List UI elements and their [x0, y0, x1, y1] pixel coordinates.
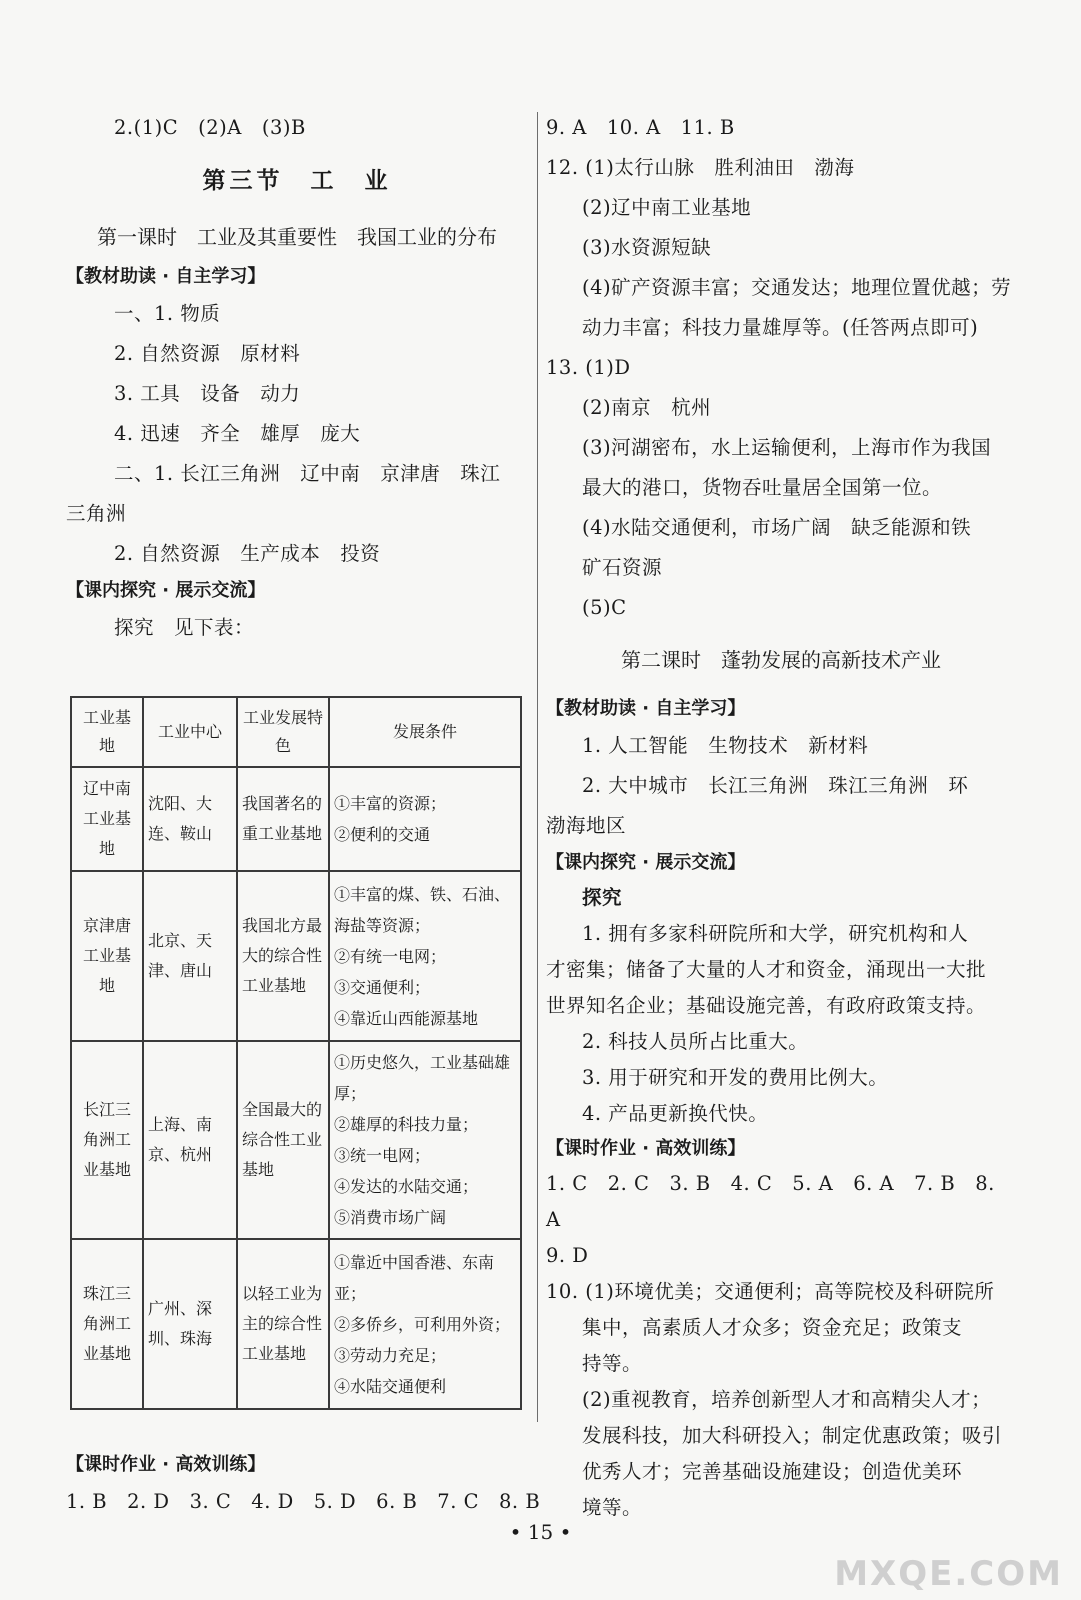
section-heading: 【课时作业 · 高效训练】	[546, 1138, 746, 1159]
table-cell: 北京、天津、唐山	[143, 871, 237, 1041]
condition-item: ⑤消费市场广阔	[334, 1208, 447, 1227]
answer-line: (2)辽中南工业基地	[582, 196, 752, 219]
homework-block	[66, 1448, 541, 1522]
lesson-title: 第一课时 工业及其重要性 我国工业的分布	[97, 225, 497, 249]
answer-line: 9. D	[546, 1244, 589, 1267]
explore-label: 探究 见下表：	[114, 616, 255, 639]
table-row	[71, 871, 521, 1041]
answer-line: 世界知名企业；基础设施完善，有政府政策支持。	[546, 994, 987, 1017]
table-cell: 长江三角洲工业基地	[71, 1041, 143, 1239]
watermark: MXQE.COM	[834, 1554, 1063, 1594]
condition-item: ④靠近山西能源基地	[334, 1008, 479, 1028]
answer-line: 2. 大中城市 长江三角洲 珠江三角洲 环	[582, 774, 969, 797]
answer-line: 2. 自然资源 原材料	[114, 342, 301, 365]
condition-item: ①靠近中国香港、东南亚；	[334, 1252, 495, 1303]
answer-line: 发展科技，加大科研投入；制定优惠政策；吸引	[582, 1424, 1003, 1447]
answer-line: 3. 工具 设备 动力	[114, 382, 301, 405]
answer-line: 4. 产品更新换代快。	[582, 1102, 769, 1125]
condition-item: ③统一电网；	[334, 1146, 431, 1165]
answer-line: 10. (1)环境优美；交通便利；高等院校及科研院所	[546, 1280, 995, 1303]
section-heading: 【教材助读 · 自主学习】	[546, 698, 746, 719]
condition-item: ④发达的水陆交通；	[334, 1177, 479, 1196]
table-cell: 珠江三角洲工业基地	[71, 1239, 143, 1409]
table-cell	[329, 871, 521, 1041]
answer-line: 动力丰富；科技力量雄厚等。(任答两点即可)	[582, 316, 979, 339]
answer-line: 集中，高素质人才众多；资金充足；政策支	[582, 1316, 963, 1339]
table-row	[71, 767, 521, 871]
table-cell: 广州、深圳、珠海	[143, 1239, 237, 1409]
answer-line: 2. 科技人员所占比重大。	[582, 1030, 809, 1053]
right-column	[546, 108, 1016, 1526]
table-cell: 上海、南京、杭州	[143, 1041, 237, 1239]
explore-label: 探究	[582, 886, 623, 909]
table-cell: 我国著名的重工业基地	[237, 767, 329, 871]
answer-line: 境等。	[582, 1496, 643, 1519]
section-heading: 【课内探究 · 展示交流】	[546, 852, 746, 873]
table-cell: 京津唐工业基地	[71, 871, 143, 1041]
table-cell	[329, 1041, 521, 1239]
condition-item: ②便利的交通	[334, 825, 431, 844]
industry-table	[70, 696, 522, 1410]
lesson-title: 第二课时 蓬勃发展的高新技术产业	[621, 648, 941, 672]
answer-line: (5)C	[582, 596, 627, 619]
table-header: 工业中心	[143, 697, 237, 767]
answer-line: 才密集；储备了大量的人才和资金，涌现出一大批	[546, 958, 987, 981]
section-heading: 【教材助读 · 自主学习】	[66, 266, 266, 287]
table-cell	[329, 1239, 521, 1409]
table-cell	[329, 767, 521, 871]
answer-line: (4)水陆交通便利，市场广阔 缺乏能源和铁	[582, 516, 972, 539]
answer-line: 渤海地区	[546, 814, 627, 837]
answer-line: 4. 迅速 齐全 雄厚 庞大	[114, 422, 361, 445]
section-heading: 【课内探究 · 展示交流】	[66, 580, 266, 601]
answer-line: 1. 拥有多家科研院所和大学，研究机构和人	[582, 922, 969, 945]
table-cell: 辽中南工业基地	[71, 767, 143, 871]
answer-line: (3)河湖密布，水上运输便利，上海市作为我国	[582, 436, 992, 459]
condition-item: ④水陆交通便利	[334, 1376, 447, 1396]
answer-line: 1. B 2. D 3. C 4. D 5. D 6. B 7. C 8. B	[66, 1490, 541, 1513]
answer-line: 三角洲	[66, 502, 127, 525]
answer-line: 1. C 2. C 3. B 4. C 5. A 6. A 7. B 8. A	[546, 1172, 995, 1231]
answer-line: 2. 自然资源 生产成本 投资	[114, 542, 381, 565]
answer-line: (4)矿产资源丰富；交通发达；地理位置优越；劳	[582, 276, 1012, 299]
table-row	[71, 1041, 521, 1239]
answer-line: 12. (1)太行山脉 胜利油田 渤海	[546, 156, 855, 179]
left-column	[66, 108, 541, 1513]
table-cell: 以轻工业为主的综合性工业基地	[237, 1239, 329, 1409]
answer-line: 持等。	[582, 1352, 643, 1375]
table-header-row	[71, 697, 521, 767]
answer-line: 最大的港口，货物吞吐量居全国第一位。	[582, 476, 943, 499]
answer-line: 9. A 10. A 11. B	[546, 116, 735, 139]
answer-line: 3. 用于研究和开发的费用比例大。	[582, 1066, 889, 1089]
table-row	[71, 1239, 521, 1409]
answer-line: 一、1. 物质	[114, 302, 221, 325]
section-heading: 【课时作业 · 高效训练】	[66, 1454, 266, 1475]
section-title: 第三节 工 业	[202, 168, 392, 194]
table-header: 工业发展特色	[237, 697, 329, 767]
condition-item: ②有统一电网；	[334, 946, 447, 966]
answer-line: (2)南京 杭州	[582, 396, 712, 419]
table-cell: 沈阳、大连、鞍山	[143, 767, 237, 871]
answer-line: 13. (1)D	[546, 356, 631, 379]
condition-item: ③劳动力充足；	[334, 1345, 447, 1365]
column-divider	[537, 112, 538, 1422]
answer-line: 1. 人工智能 生物技术 新材料	[582, 734, 869, 757]
table-cell: 全国最大的综合性工业基地	[237, 1041, 329, 1239]
answer-line: 矿石资源	[582, 556, 663, 579]
answer-line: 优秀人才；完善基础设施建设；创造优美环	[582, 1460, 963, 1483]
table-cell: 我国北方最大的综合性工业基地	[237, 871, 329, 1041]
table-header: 发展条件	[329, 697, 521, 767]
table-header: 工业基地	[71, 697, 143, 767]
page-number: • 15 •	[509, 1520, 572, 1544]
answer-line: 2.(1)C (2)A (3)B	[114, 116, 306, 139]
condition-item: ①丰富的煤、铁、石油、海盐等资源；	[334, 884, 511, 935]
answer-line: (2)重视教育，培养创新型人才和高精尖人才；	[582, 1388, 992, 1411]
condition-item: ①丰富的资源；	[334, 794, 447, 813]
condition-item: ②多侨乡，可利用外资；	[334, 1314, 511, 1334]
condition-item: ①历史悠久，工业基础雄厚；	[334, 1053, 511, 1103]
answer-line: 二、1. 长江三角洲 辽中南 京津唐 珠江	[114, 462, 501, 485]
condition-item: ②雄厚的科技力量；	[334, 1115, 479, 1134]
answer-line: (3)水资源短缺	[582, 236, 712, 259]
condition-item: ③交通便利；	[334, 977, 431, 997]
